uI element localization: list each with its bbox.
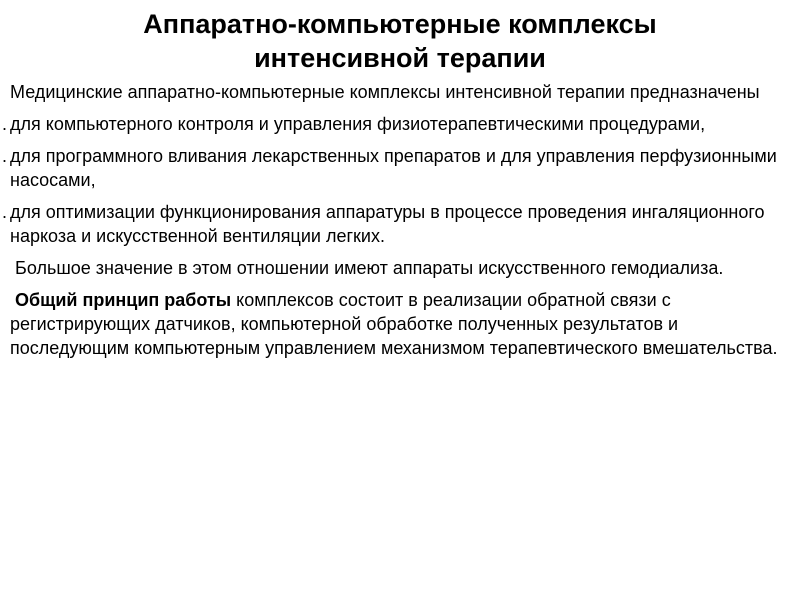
slide-title-line-2: интенсивной терапии xyxy=(254,43,546,73)
bullet-text-2: для программного вливания лекарственных препаратов и для управления перфузионными насосами, xyxy=(10,146,777,190)
bullet-marker: . xyxy=(2,114,8,134)
slide-body xyxy=(2,80,780,368)
bullet-item-1 xyxy=(2,112,780,136)
bullet-item-3 xyxy=(2,200,780,248)
hemodialysis-paragraph: Большое значение в этом отношении имеют аппараты искусственного гемодиализа. xyxy=(10,258,724,278)
slide-title xyxy=(0,0,800,75)
slide-title-line-1: Аппаратно-компьютерные комплексы xyxy=(143,9,657,39)
principle-bold-phrase: Общий принцип работы xyxy=(10,290,232,310)
intro-paragraph: Медицинские аппаратно-компьютерные комплексы интенсивной терапии предназначены xyxy=(10,82,760,102)
bullet-marker: . xyxy=(2,202,8,222)
principle-rest-text: комплексов состоит в реализации обратной связи с регистрирующих датчиков, компьютерной обработке полученных результатов и последующим компьютерным управлением механизмом терапевтического вмешательства. xyxy=(10,290,778,358)
bullet-item-2 xyxy=(2,144,780,192)
bullet-text-1: для компьютерного контроля и управления физиотерапевтическими процедурами, xyxy=(10,114,706,134)
bullet-text-3: для оптимизации функционирования аппаратуры в процессе проведения ингаляционного наркоза и искусственной вентиляции легких. xyxy=(10,202,765,246)
principle-paragraph xyxy=(10,288,780,360)
bullet-marker: . xyxy=(2,146,8,166)
